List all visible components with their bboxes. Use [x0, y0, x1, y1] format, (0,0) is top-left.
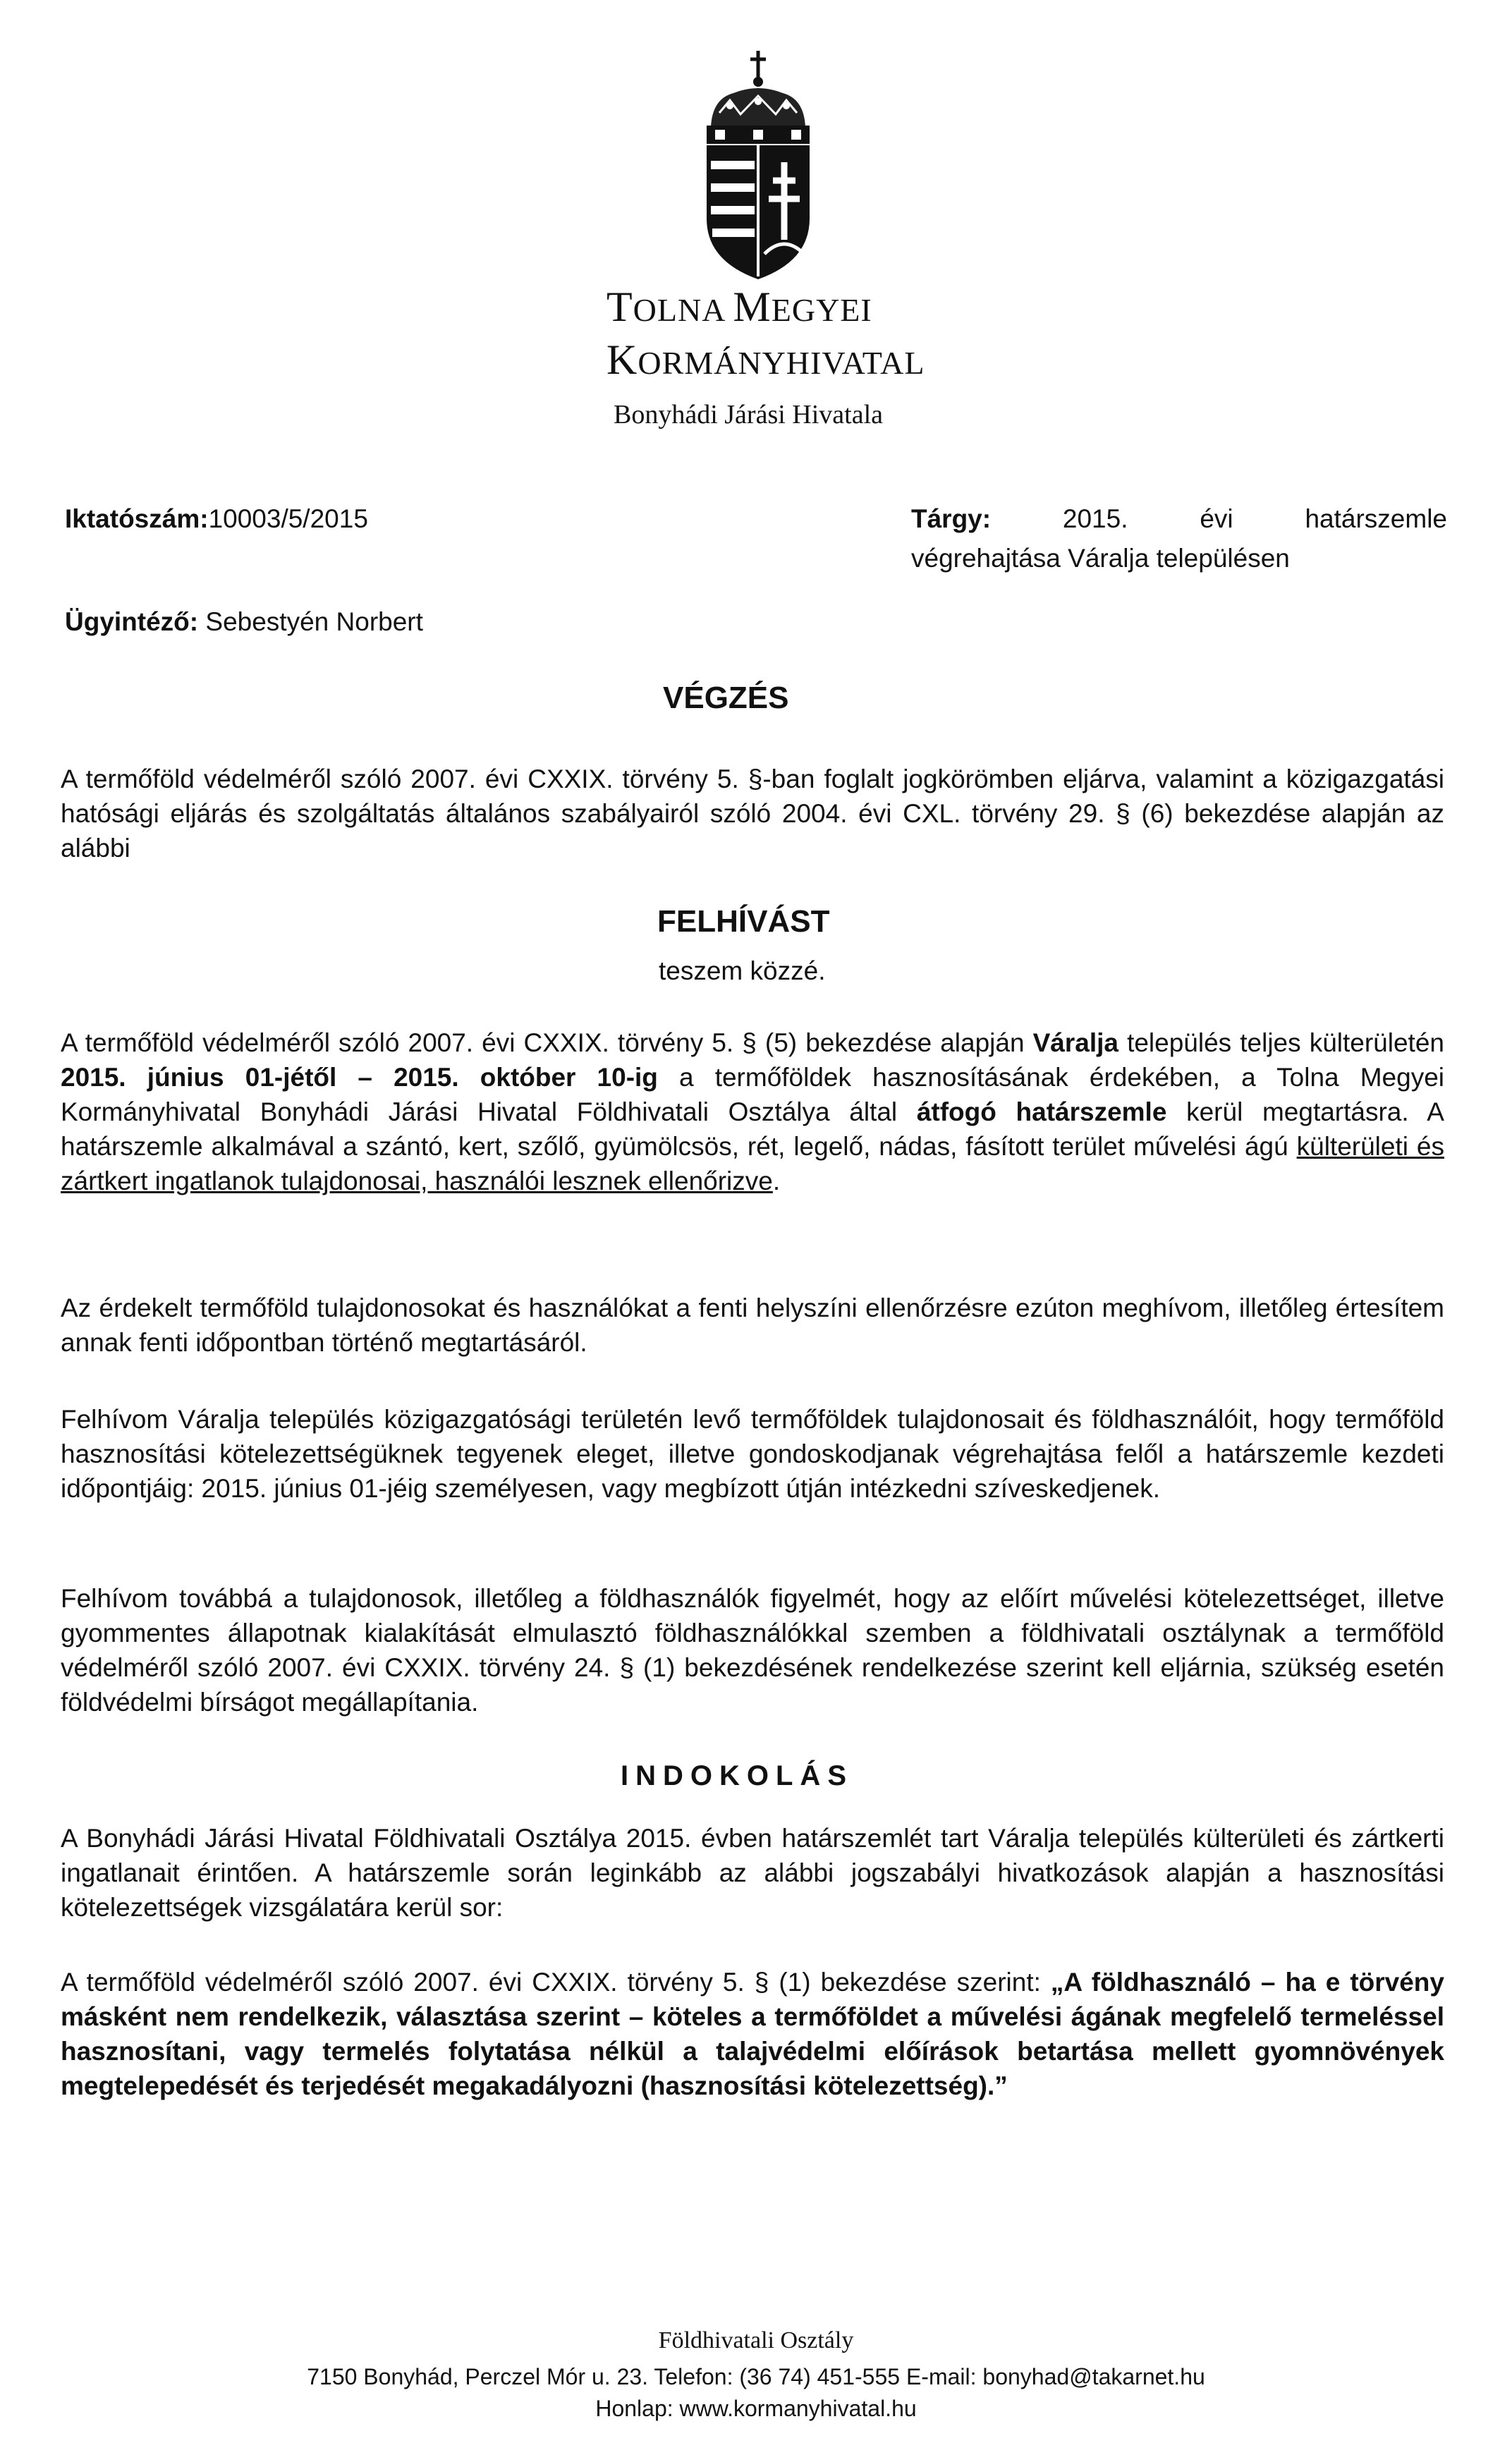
footer-address: 7150 Bonyhád, Perczel Mór u. 23. Telefon: (36 74) 451-555 E-mail: bonyhad@takarnet.hu: [307, 2364, 1205, 2389]
case-officer-row: Ügyintéző: Sebestyén Norbert: [65, 607, 423, 636]
paragraph-invitation: Az érdekelt termőföld tulajdonosokat és használókat a fenti helyszíni ellenőrzésre ezúton meghívom, illetőleg értesítem annak fenti időpontban történő megtartásáról.: [61, 1293, 1444, 1357]
footer: [0, 2327, 1512, 2422]
org-name-line-2: KORMÁNYHIVATAL: [606, 336, 925, 383]
call-subtitle: teszem közzé.: [659, 956, 826, 985]
reasoning-title: INDOKOLÁS: [621, 1760, 853, 1791]
organization-name: [606, 282, 1241, 388]
meta-left: [65, 499, 423, 642]
paragraph-law-quote: A termőföld védelméről szóló 2007. évi CXXIX. törvény 5. § (1) bekezdése szerint: „A földhasználó – ha e törvény másként nem rendelkezik, választása szerint – köteles a termőföldet a művelési ágának megfelelő termeléssel hasznosítani, vagy termelés folytatása nélkül a talajvédelmi előírások betartása mellett gyomnövények megtelepedését és terjedését megakadályozni (hasznosítási kötelezettség).”: [61, 1968, 1444, 2100]
subject-row: Tárgy: 2015. évi határszemle: [911, 504, 1447, 533]
file-number-row: Iktatószám:10003/5/2015: [65, 504, 368, 533]
footer-website: Honlap: www.kormanyhivatal.hu: [595, 2396, 917, 2421]
document-title: VÉGZÉS: [663, 681, 789, 715]
footer-department: Földhivatali Osztály: [658, 2327, 854, 2353]
coat-of-arms-icon: [691, 49, 825, 282]
office-name: Bonyhádi Járási Hivatala: [614, 400, 884, 429]
subject-line-2: végrehajtása Váralja településen: [911, 544, 1290, 573]
call-title: FELHÍVÁST: [657, 904, 830, 939]
paragraph-reasoning: A Bonyhádi Járási Hivatal Földhivatali Osztálya 2015. évben határszemlét tart Váralja település külterületi és zártkerti ingatlanait érintően. A határszemle során leginkább az alábbi jogszabályi hivatkozások alapján a hasznosítási kötelezettségek vizsgálatára kerül sor:: [61, 1824, 1444, 1922]
org-name-line-1: TOLNA MEGYEI: [606, 284, 872, 330]
paragraph-enforcement: Felhívom továbbá a tulajdonosok, illetőleg a földhasználók figyelmét, hogy az előírt művelési kötelezettséget, illetve gyommentes állapotnak kialakítását elmulasztó földhasználókkal szemben a földhivatali osztálynak a termőföld védelméről szóló 2007. évi CXXIX. törvény 24. § (1) bekezdésének rendelkezése szerint kell eljárnia, szükség esetén földvédelmi bírságot megállapítania.: [61, 1584, 1444, 1717]
subject-block: [911, 499, 1447, 578]
paragraph-obligation: Felhívom Váralja település közigazgatósági területén levő termőföldek tulajdonosait és földhasználóit, hogy termőföld hasznosítási kötelezettségüknek tegyenek eleget, illetve gondoskodjanak végrehajtása felől a határszemle kezdeti időpontjáig: 2015. június 01-jéig személyesen, vagy megbízott útján intézkedni szíveskedjenek.: [61, 1405, 1444, 1503]
intro-paragraph: A termőföld védelméről szóló 2007. évi CXXIX. törvény 5. §-ban foglalt jogkörömben eljárva, valamint a közigazgatási hatósági eljárás és szolgáltatás általános szabályairól szóló 2004. évi CXL. törvény 29. § (6) bekezdése alapján az alábbi: [61, 764, 1444, 863]
paragraph-inspection: A termőföld védelméről szóló 2007. évi CXXIX. törvény 5. § (5) bekezdése alapján Váralja település teljes külterületén 2015. június 01-jétől – 2015. október 10-ig a termőföldek hasznosításának érdekében, a Tolna Megyei Kormányhivatal Bonyhádi Járási Hivatal Földhivatali Osztálya által átfogó határszemle kerül megtartásra. A határszemle alkalmával a szántó, kert, szőlő, gyümölcsös, rét, legelő, nádas, fásított terület művelési ágú külterületi és zártkert ingatlanok tulajdonosai, használói lesznek ellenőrizve.: [61, 1028, 1444, 1195]
